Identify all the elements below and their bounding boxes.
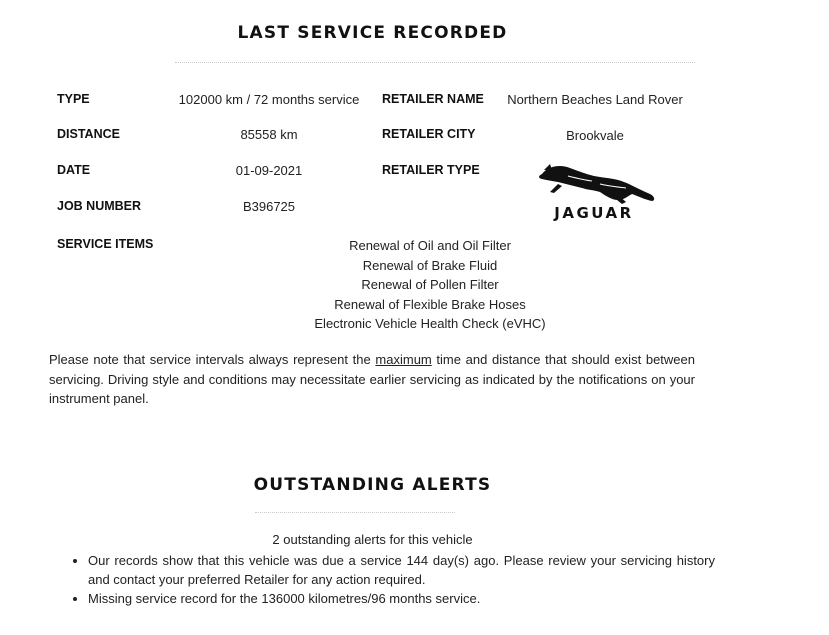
jaguar-wordmark: JAGUAR <box>554 204 634 222</box>
alert-item: • Missing service record for the 136000 kilometres/96 months service. <box>88 589 715 608</box>
service-interval-note <box>49 350 695 409</box>
service-item: Renewal of Oil and Oil Filter <box>349 238 511 253</box>
retailer-name-value: Northern Beaches Land Rover <box>507 92 683 107</box>
service-item: Electronic Vehicle Health Check (eVHC) <box>314 316 546 331</box>
date-value: 01-09-2021 <box>235 163 303 178</box>
distance-value: 85558 km <box>240 127 298 142</box>
job-number-label: JOB NUMBER <box>57 199 142 213</box>
type-label: TYPE <box>57 92 90 106</box>
service-items-list <box>280 236 580 334</box>
retailer-type-label: RETAILER TYPE <box>382 163 480 177</box>
type-value: 102000 km / 72 months service <box>178 92 360 107</box>
alerts-summary: 2 outstanding alerts for this vehicle <box>272 532 473 547</box>
note-text-after: time and distance that should exist between servicing. Driving style and conditions may necessitate earlier servicing as indicated by the notifications on your instrument panel. <box>49 352 695 406</box>
title-underline-dots <box>175 62 695 63</box>
service-item: Renewal of Brake Fluid <box>362 257 498 273</box>
jaguar-logo <box>528 160 660 224</box>
retailer-city-value: Brookvale <box>566 128 624 143</box>
job-number-value: B396725 <box>242 199 296 214</box>
alert-item: • Our records show that this vehicle was due a service 144 day(s) ago. Please review your servicing history and contact your preferred Retailer for any action required. <box>88 551 715 589</box>
retailer-city-label: RETAILER CITY <box>382 127 476 141</box>
note-emphasis: maximum <box>375 352 432 367</box>
service-item: Renewal of Flexible Brake Hoses <box>334 296 526 312</box>
alerts-list <box>68 551 715 608</box>
service-items-label: SERVICE ITEMS <box>57 237 154 251</box>
date-label: DATE <box>57 163 91 177</box>
note-text-before: Please note that service intervals always represent the <box>49 352 376 367</box>
retailer-name-label: RETAILER NAME <box>382 92 484 106</box>
alerts-title-dots <box>255 512 455 513</box>
outstanding-alerts-title: OUTSTANDING ALERTS <box>253 475 492 495</box>
last-service-title: LAST SERVICE RECORDED <box>237 23 508 43</box>
distance-label: DISTANCE <box>57 127 120 141</box>
service-item: Renewal of Pollen Filter <box>361 277 499 292</box>
